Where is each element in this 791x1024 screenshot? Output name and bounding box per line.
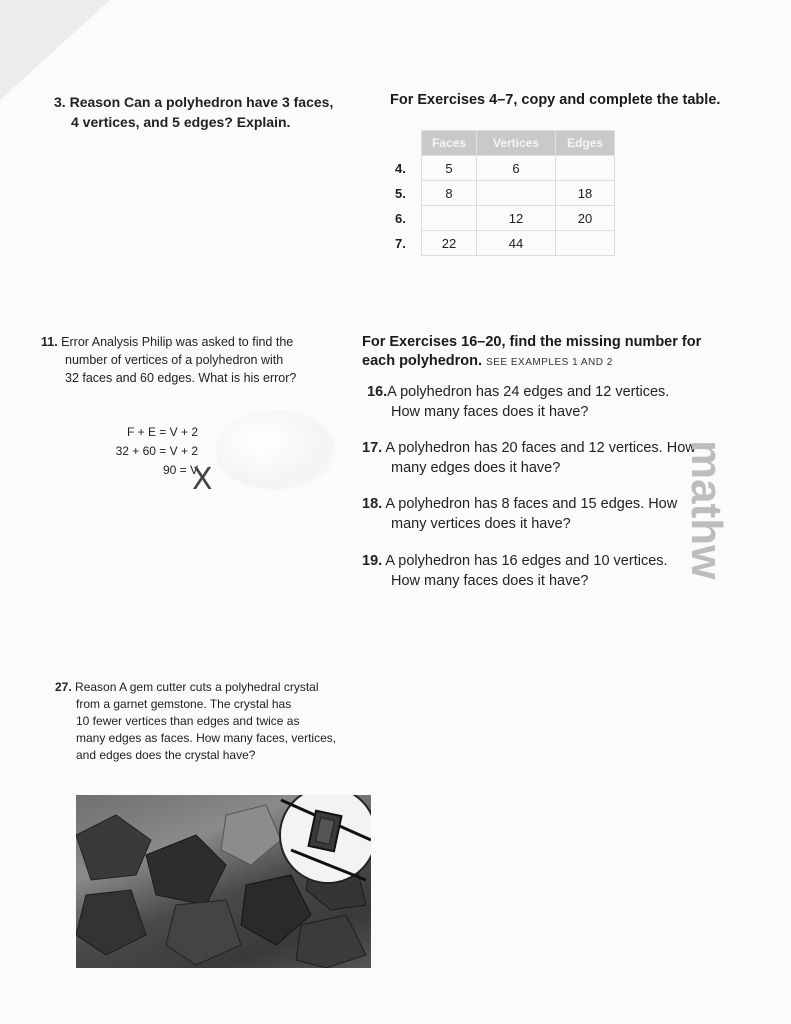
garnet-stones-photo (76, 795, 371, 968)
table-row (395, 206, 615, 231)
cell-faces: 5 (422, 156, 477, 181)
work-line: F + E = V + 2 (126, 425, 198, 439)
question-number: 11. (41, 335, 58, 349)
question-text-line: A polyhedron has 24 edges and 12 vertices. (387, 384, 670, 400)
cell-faces (422, 206, 477, 231)
table-heading: For Exercises 4–7, copy and complete the table. (390, 92, 721, 108)
row-label: 6. (395, 210, 406, 226)
question-text-line: Reason A gem cutter cuts a polyhedral crystal (75, 680, 319, 694)
missing-number-heading (362, 333, 782, 372)
column-header-edges: Edges (556, 131, 615, 156)
heading-line: each polyhedron. (362, 353, 483, 369)
row-label: 5. (395, 185, 406, 201)
cell-faces: 8 (422, 181, 477, 206)
question-text-line: A polyhedron has 20 faces and 12 vertices. How (385, 440, 696, 456)
row-label: 4. (395, 160, 406, 176)
column-header-faces: Faces (422, 131, 477, 156)
polyhedron-table (395, 130, 615, 256)
question-text-line: Error Analysis Philip was asked to find the (61, 335, 294, 349)
question-text-line: many edges as faces. How many faces, vertices, (76, 731, 337, 745)
cell-edges: 20 (556, 206, 615, 231)
table-row (395, 181, 615, 206)
question-text-line: A polyhedron has 16 edges and 10 vertices. (385, 553, 668, 569)
question-text-line: many vertices does it have? (391, 516, 571, 532)
question-text-line: Reason Can a polyhedron have 3 faces, (69, 94, 334, 110)
column-header-vertices: Vertices (477, 131, 556, 156)
question-3 (54, 92, 374, 132)
cell-edges (556, 231, 615, 256)
publisher-watermark: mathw (682, 440, 731, 580)
question-text-line: 4 vertices, and 5 edges? Explain. (71, 114, 291, 130)
question-text-line: from a garnet gemstone. The crystal has (76, 697, 292, 711)
row-label: 7. (395, 235, 406, 251)
question-text-line: How many faces does it have? (391, 404, 589, 420)
table-corner-cell (395, 131, 422, 156)
table-row (395, 231, 615, 256)
cell-faces: 22 (422, 231, 477, 256)
question-number: 3. (54, 94, 66, 110)
paper-glare (215, 410, 335, 490)
question-text-line: 10 fewer vertices than edges and twice as (76, 714, 300, 728)
philip-work (88, 423, 198, 480)
table-row (395, 156, 615, 181)
question-text-line: many edges does it have? (391, 460, 561, 476)
work-line: 32 + 60 = V + 2 (115, 444, 198, 458)
question-27 (55, 679, 385, 764)
page-fold-corner (0, 0, 110, 100)
heading-line: For Exercises 16–20, find the missing number for (362, 334, 702, 350)
question-text-line: How many faces does it have? (391, 573, 589, 589)
cell-vertices: 44 (477, 231, 556, 256)
question-number: 19. (362, 553, 383, 569)
work-line: 90 = V (162, 463, 198, 477)
question-number: 27. (55, 680, 72, 694)
error-x-mark: X (192, 462, 213, 497)
question-11 (41, 333, 361, 387)
question-number: 17. (362, 440, 383, 456)
question-number: 18. (362, 496, 383, 512)
garnet-rocks-illustration (76, 795, 371, 968)
exercise-16 (367, 382, 767, 422)
question-text-line: A polyhedron has 8 faces and 15 edges. How (385, 496, 678, 512)
question-number: 16. (367, 384, 388, 400)
cell-edges (556, 156, 615, 181)
question-text-line: 32 faces and 60 edges. What is his error? (65, 371, 297, 385)
question-text-line: and edges does the crystal have? (76, 748, 256, 762)
question-text-line: number of vertices of a polyhedron with (65, 353, 284, 367)
cell-vertices (477, 181, 556, 206)
cell-vertices: 6 (477, 156, 556, 181)
cell-vertices: 12 (477, 206, 556, 231)
cell-edges: 18 (556, 181, 615, 206)
see-examples-ref: SEE EXAMPLES 1 AND 2 (486, 357, 613, 368)
